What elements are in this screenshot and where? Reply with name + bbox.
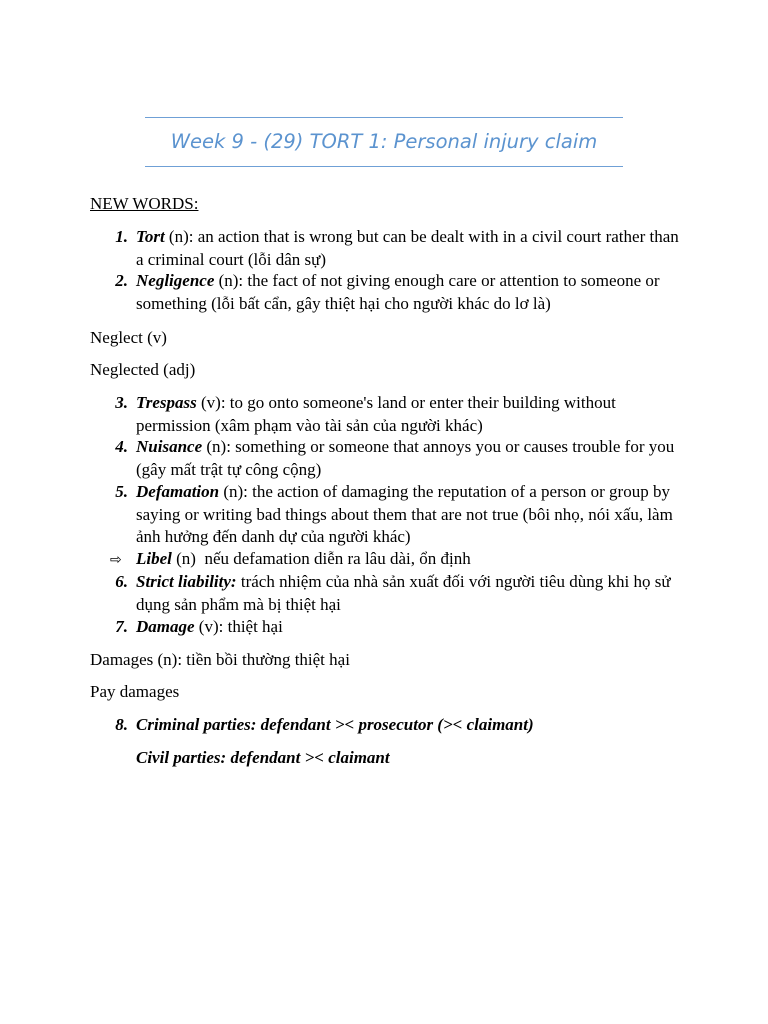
definition: (n): the action of damaging the reputation of a person or group by saying or writing bad things about them that are not true (bôi nhọ, nói xấu, làm ảnh hưởng đến danh dự của người khác) xyxy=(136,482,673,546)
definition: (n): an action that is wrong but can be dealt with in a civil court rather than a criminal court (lỗi dân sự) xyxy=(136,227,679,269)
list-number: 2. xyxy=(115,271,128,290)
list-item xyxy=(90,616,690,639)
paragraph: Neglect (v) xyxy=(90,328,167,347)
definition: trách nhiệm của nhà sản xuất đối với người tiêu dùng khi họ sử dụng sản phẩm mà bị thiệt hại xyxy=(136,572,671,614)
list-number: 3. xyxy=(115,393,128,412)
list-item xyxy=(90,392,690,437)
list-item xyxy=(90,571,690,616)
list-item xyxy=(90,226,690,271)
paragraph: Pay damages xyxy=(90,682,180,701)
term: Defamation xyxy=(136,482,220,501)
arrow-list-item xyxy=(90,548,690,571)
document-title: Week 9 - (29) TORT 1: Personal injury claim xyxy=(170,130,598,153)
term: Damage xyxy=(136,617,195,636)
definition: (n) nếu defamation diễn ra lâu dài, ổn định xyxy=(171,549,471,568)
title-top-rule xyxy=(145,117,623,118)
section-heading: NEW WORDS: xyxy=(90,194,199,213)
term: Libel xyxy=(136,549,172,568)
list-item xyxy=(90,436,690,481)
paragraph: Damages (n): tiền bồi thường thiệt hại xyxy=(90,650,350,669)
civil-parties-line: Civil parties: defendant >< claimant xyxy=(136,748,390,767)
definition: (n): the fact of not giving enough care or attention to someone or something (lỗi bất cẩn, gây thiệt hại cho người khác do lơ là) xyxy=(136,271,660,313)
list-number: 7. xyxy=(115,617,128,636)
list-number: 1. xyxy=(115,227,128,246)
list-item-continuation xyxy=(90,747,690,770)
arrow-right-outline-icon: ⇨ xyxy=(110,552,122,568)
list-number: 6. xyxy=(115,572,128,591)
paragraph: Neglected (adj) xyxy=(90,360,196,379)
definition: (v): thiệt hại xyxy=(194,617,283,636)
title-bottom-rule xyxy=(145,166,623,167)
term: Trespass xyxy=(136,393,197,412)
list-number: 5. xyxy=(115,482,128,501)
list-number: 8. xyxy=(115,715,128,734)
definition: (v): to go onto someone's land or enter their building without permission (xâm phạm vào tài sản của người khác) xyxy=(136,393,616,435)
term: Tort xyxy=(136,227,165,246)
list-item xyxy=(90,714,690,737)
list-number: 4. xyxy=(115,437,128,456)
list-item xyxy=(90,481,690,549)
definition: (n): something or someone that annoys you or causes trouble for you (gây mất trật tự công cộng) xyxy=(136,437,675,479)
term: Nuisance xyxy=(136,437,203,456)
term: Negligence xyxy=(136,271,215,290)
term: Strict liability: xyxy=(136,572,237,591)
list-item xyxy=(90,270,690,315)
criminal-parties-line: Criminal parties: defendant >< prosecutor (>< claimant) xyxy=(136,715,534,734)
